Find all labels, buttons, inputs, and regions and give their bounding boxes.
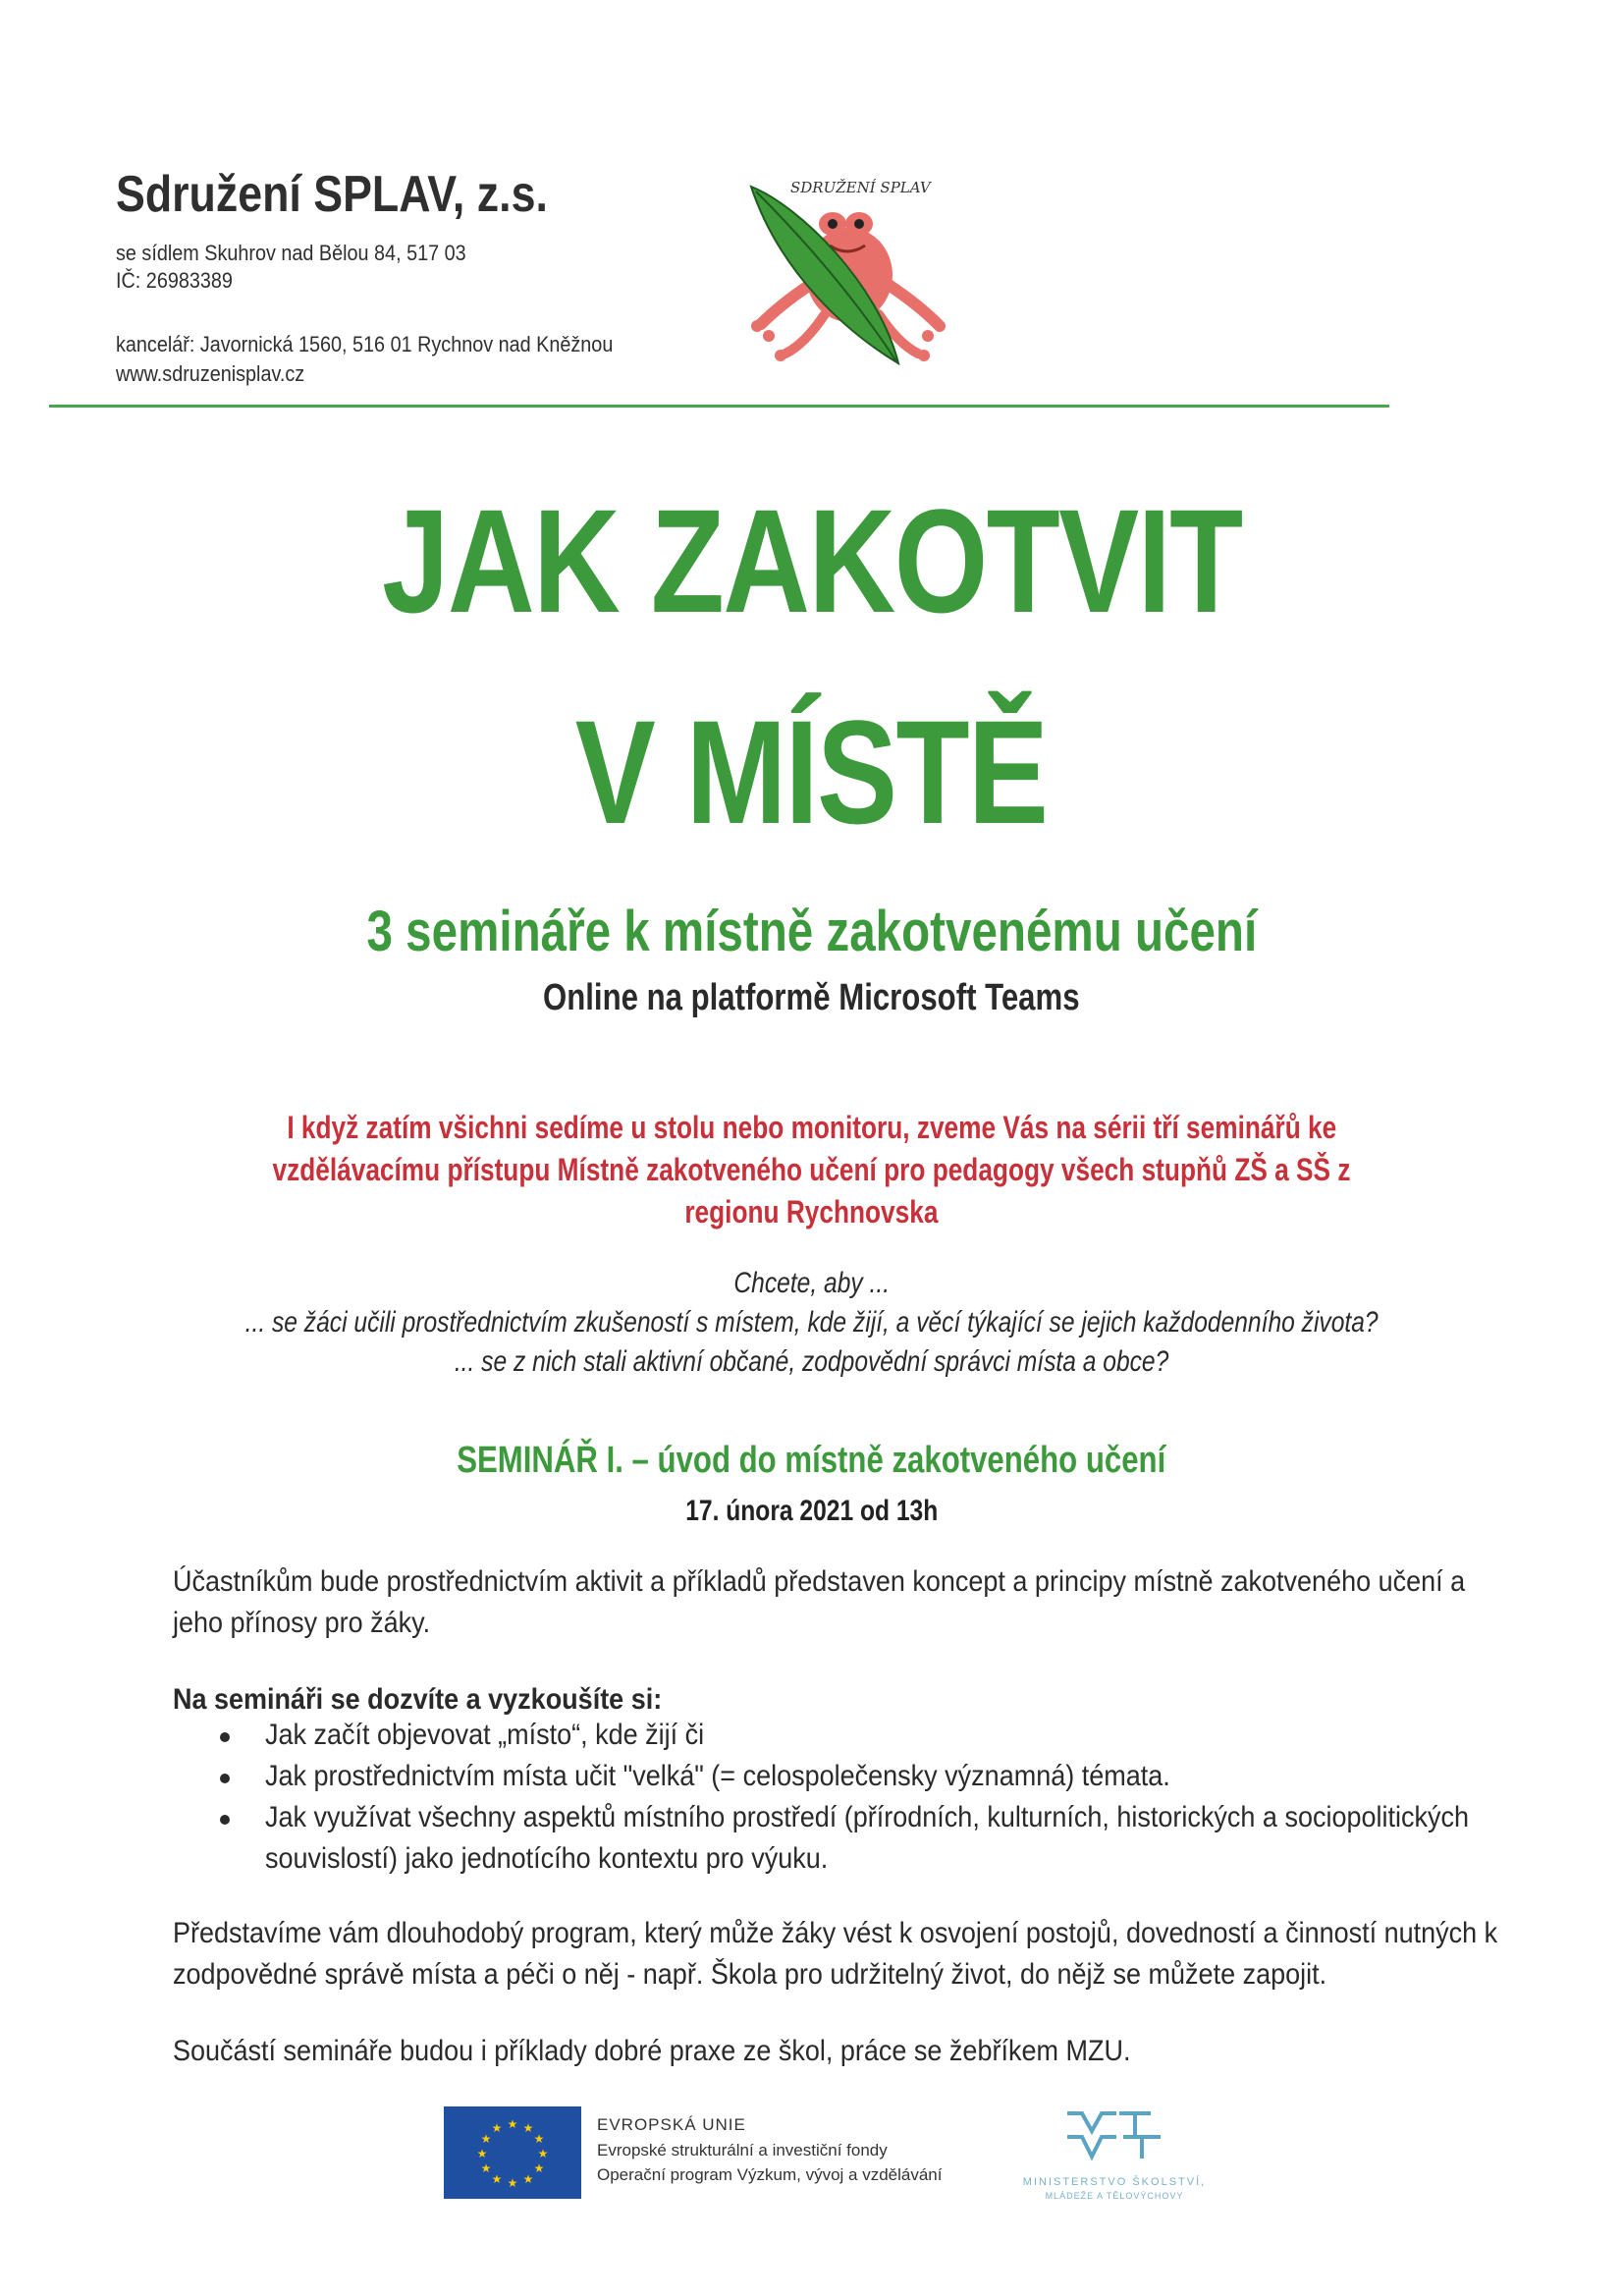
question-1 <box>0 1306 1623 1339</box>
seminar-para2-line2: zodpovědné správě místa a péči o něj - např. Škola pro udržitelný život, do nějž se můžete zapojit. <box>173 1958 1327 1991</box>
org-website[interactable]: www.sdruzenisplav.cz <box>116 361 305 386</box>
list-heading: Na semináři se dozvíte a vyzkoušíte si: <box>173 1683 663 1716</box>
seminar-title-text: SEMINÁŘ I. – úvod do místně zakotveného učení <box>457 1440 1166 1481</box>
question-2-text: ... se z nich stali aktivní občané, zodpovědní správci místa a obce? <box>454 1345 1169 1378</box>
msmt-name-line1: MINISTERSTVO ŠKOLSTVÍ, <box>1022 2176 1207 2188</box>
svg-text:★: ★ <box>476 2147 488 2160</box>
svg-text:★: ★ <box>507 2117 518 2131</box>
title-line1-text: JAK ZAKOTVIT <box>381 478 1242 643</box>
org-ico: IČ: 26983389 <box>116 268 233 293</box>
main-title-line1 <box>0 476 1623 646</box>
seminar-date-text: 17. února 2021 od 13h <box>684 1495 939 1527</box>
logo-text: SDRUŽENÍ SPLAV <box>790 179 931 196</box>
msmt-name-line2: MLÁDEŽE A TĚLOVÝCHOVY <box>1045 2191 1184 2201</box>
svg-text:★: ★ <box>480 2132 492 2146</box>
bullet-1: Jak začít objevovat „místo“, kde žijí či <box>265 1719 705 1751</box>
seminar-date <box>0 1495 1623 1528</box>
seminar-para1-line1: Účastníkům bude prostřednictvím aktivit a příkladů představen koncept a principy místně zakotveného učení a <box>173 1565 1466 1598</box>
main-title-line2 <box>0 687 1623 857</box>
svg-text:★: ★ <box>522 2172 534 2186</box>
svg-text:★: ★ <box>491 2172 503 2186</box>
msmt-logo-icon <box>1062 2109 1170 2160</box>
seminar-para3: Součástí semináře budou i příklady dobré praxe ze škol, práce se žebříkem MZU. <box>173 2035 1131 2067</box>
seminar-title <box>0 1440 1623 1482</box>
svg-text:★: ★ <box>480 2161 492 2175</box>
svg-text:★: ★ <box>507 2176 518 2190</box>
intro-line2-text: vzdělávacímu přístupu Místně zakotveného učení pro pedagogy všech stupňů ZŠ a SŠ z <box>272 1152 1351 1187</box>
bullet-dot <box>220 1774 230 1783</box>
org-seat: se sídlem Skuhrov nad Bělou 84, 517 03 <box>116 241 466 265</box>
eu-title: EVROPSKÁ UNIE <box>597 2115 746 2134</box>
question-lead-text: Chcete, aby ... <box>733 1267 890 1299</box>
question-2 <box>0 1345 1623 1379</box>
svg-text:★: ★ <box>537 2147 549 2160</box>
intro-line3 <box>0 1194 1623 1230</box>
org-office: kancelář: Javornická 1560, 516 01 Rychnov nad Kněžnou <box>116 332 614 356</box>
org-name: Sdružení SPLAV, z.s. <box>116 166 548 223</box>
eu-program-line: Operační program Výzkum, vývoj a vzdělávání <box>597 2165 943 2184</box>
question-lead <box>0 1267 1623 1300</box>
seminar-para1-line2: jeho přínosy pro žáky. <box>173 1607 431 1639</box>
seminar-para2-line1: Představíme vám dlouhodobý program, který může žáky vést k osvojení postojů, dovedností a činností nutných k <box>173 1917 1498 1949</box>
intro-line2 <box>0 1152 1623 1188</box>
subtitle-text: 3 semináře k místně zakotvenému učení <box>366 900 1257 963</box>
intro-line3-text: regionu Rychnovska <box>684 1194 939 1230</box>
splav-frog-logo <box>731 167 957 373</box>
platform-text: Online na platformě Microsoft Teams <box>543 977 1080 1018</box>
svg-text:★: ★ <box>533 2132 545 2146</box>
eu-funds-line: Evropské strukturální a investiční fondy <box>597 2141 888 2159</box>
bullet-3-continued: souvislostí) jako jednotícího kontextu pro výuku. <box>265 1842 829 1875</box>
subtitle <box>0 899 1623 964</box>
intro-line1 <box>0 1110 1623 1146</box>
bullet-3: Jak využívat všechny aspektů místního prostředí (přírodních, kulturních, historických a sociopolitických <box>265 1801 1470 1833</box>
intro-line1-text: I když zatím všichni sedíme u stolu nebo monitoru, zveme Vás na sérii tří seminářů ke <box>287 1110 1336 1145</box>
bullet-dot <box>220 1815 230 1825</box>
bullet-2: Jak prostřednictvím místa učit "velká" (= celospolečensky významná) témata. <box>265 1760 1170 1792</box>
svg-text:★: ★ <box>491 2121 503 2135</box>
title-line2-text: V MÍSTĚ <box>575 689 1048 854</box>
question-1-text: ... se žáci učili prostřednictvím zkušeností s místem, kde žijí, a věcí týkající se jejich každodenního života? <box>244 1306 1379 1339</box>
eu-flag-icon <box>444 2106 581 2199</box>
header-divider <box>49 405 1389 408</box>
svg-text:★: ★ <box>522 2121 534 2135</box>
svg-text:★: ★ <box>533 2161 545 2175</box>
platform-line <box>0 977 1623 1019</box>
bullet-dot <box>220 1732 230 1742</box>
